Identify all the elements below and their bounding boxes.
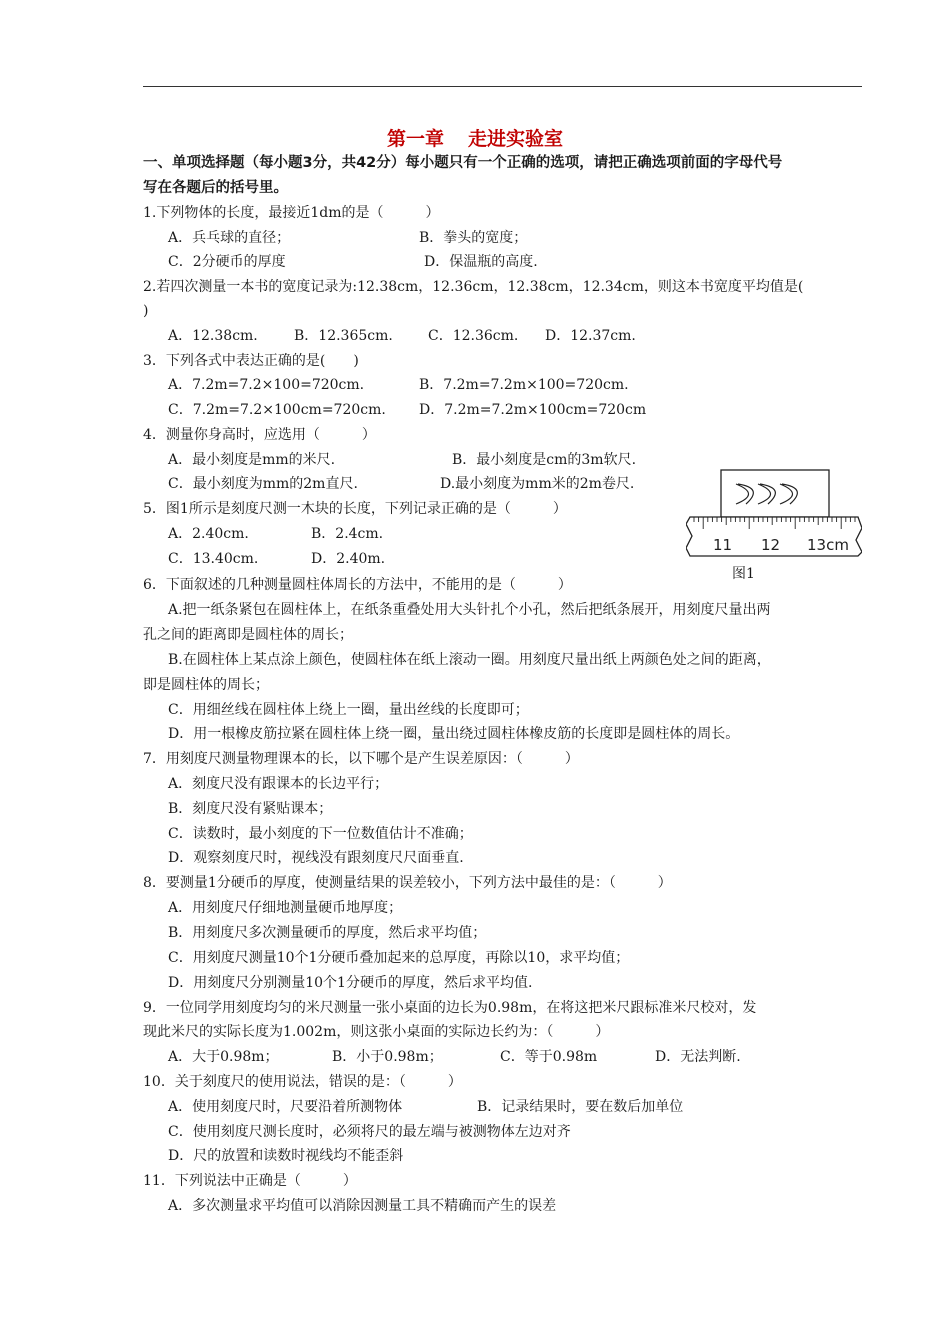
header-rule: [143, 86, 862, 87]
question-5-stem: 5．图1所示是刻度尺测一木块的长度，下列记录正确的是（ ）: [143, 501, 567, 517]
question-2-option-c: C．12.36cm.: [428, 328, 519, 344]
question-3-option-a: A．7.2m=7.2×100=720cm.: [168, 377, 365, 393]
figure-1-caption: 图1: [732, 566, 755, 582]
question-6-stem: 6．下面叙述的几种测量圆柱体周长的方法中，不能用的是（ ）: [143, 577, 572, 593]
question-2-stem: 2.若四次测量一本书的宽度记录为:12.38cm，12.36cm，12.38cm，12.34cm，则这本书宽度平均值是(: [143, 279, 804, 295]
question-9-option-c: C．等于0.98m: [500, 1049, 598, 1065]
question-1-stem: 1.下列物体的长度，最接近1dm的是（ ）: [143, 205, 440, 221]
question-10-stem: 10．关于刻度尺的使用说法，错误的是：（ ）: [143, 1074, 462, 1090]
figure-1-ruler-diagram: [686, 468, 862, 580]
question-5-option-c: C．13.40cm.: [168, 551, 259, 567]
section-instructions: 一、单项选择题（每小题3分，共42分）每小题只有一个正确的选项，请把正确选项前面的字母代号: [143, 155, 783, 171]
question-2-stem-cont: ): [143, 303, 149, 319]
page-title: [0, 124, 950, 151]
question-2-option-a: A．12.38cm.: [168, 328, 258, 344]
question-8-stem: 8．要测量1分硬币的厚度，使测量结果的误差较小，下列方法中最佳的是：（ ）: [143, 875, 672, 891]
question-10-option-b: B．记录结果时，要在数后加单位: [477, 1099, 684, 1115]
question-1-option-a: A．兵乓球的直径；: [168, 230, 291, 246]
question-6-option-b: B.在圆柱体上某点涂上颜色，使圆柱体在纸上滚动一圈。用刻度尺量出纸上两颜色处之间的距离，: [168, 652, 771, 668]
chapter-label: 第一章: [386, 128, 444, 150]
question-5-option-b: B．2.4cm.: [311, 526, 384, 542]
question-6-option-d: D．用一根橡皮筋拉紧在圆柱体上绕一圈，量出绕过圆柱体橡皮筋的长度即是圆柱体的周长。: [168, 726, 740, 742]
tick-label-12: 12: [761, 536, 781, 554]
question-11-option-a: A．多次测量求平均值可以消除因测量工具不精确而产生的误差: [168, 1198, 557, 1214]
tick-label-11: 11: [713, 536, 733, 554]
question-10-option-c: C．使用刻度尺测长度时，必须将尺的最左端与被测物体左边对齐: [168, 1124, 571, 1140]
question-7-option-a: A．刻度尺没有跟课本的长边平行；: [168, 776, 389, 792]
question-6-option-b-cont: 即是圆柱体的周长；: [143, 677, 269, 693]
question-4-option-d: D.最小刻度为mm米的2m卷尺.: [440, 476, 635, 492]
question-3-option-b: B．7.2m=7.2m×100=720cm.: [419, 377, 629, 393]
question-1-option-c: C．2分硬币的厚度: [168, 254, 286, 270]
question-3-option-d: D．7.2m=7.2m×100cm=720cm: [419, 402, 647, 418]
question-8-option-b: B．用刻度尺多次测量硬币的厚度，然后求平均值；: [168, 925, 487, 941]
question-3-stem: 3．下列各式中表达正确的是( ): [143, 353, 359, 369]
question-5-option-a: A．2.40cm.: [168, 526, 249, 542]
question-4-stem: 4．测量你身高时，应选用（ ）: [143, 427, 376, 443]
question-9-stem: 9．一位同学用刻度均匀的米尺测量一张小桌面的边长为0.98m，在将这把米尺跟标准米尺校对，发: [143, 1000, 757, 1016]
question-7-stem: 7．用刻度尺测量物理课本的长，以下哪个是产生误差原因：（ ）: [143, 751, 579, 767]
question-8-option-d: D．用刻度尺分别测量10个1分硬币的厚度，然后求平均值.: [168, 975, 533, 991]
question-8-option-a: A．用刻度尺仔细地测量硬币地厚度；: [168, 900, 403, 916]
question-8-option-c: C．用刻度尺测量10个1分硬币叠加起来的总厚度，再除以10，求平均值；: [168, 950, 630, 966]
question-9-option-b: B．小于0.98m；: [332, 1049, 443, 1065]
question-1-option-d: D．保温瓶的高度.: [424, 254, 538, 270]
question-10-option-a: A．使用刻度尺时，尺要沿着所测物体: [168, 1099, 403, 1115]
question-9-stem-cont: 现此米尺的实际长度为1.002m，则这张小桌面的实际边长约为：（ ）: [143, 1024, 610, 1040]
question-11-stem: 11．下列说法中正确是（ ）: [143, 1173, 357, 1189]
question-4-option-a: A．最小刻度是mm的米尺.: [168, 452, 336, 468]
question-4-option-c: C．最小刻度为mm的2m直尺.: [168, 476, 358, 492]
question-3-option-c: C．7.2m=7.2×100cm=720cm.: [168, 402, 386, 418]
question-9-option-a: A．大于0.98m；: [168, 1049, 279, 1065]
question-6-option-c: C．用细丝线在圆柱体上绕上一圈，量出丝线的长度即可；: [168, 702, 529, 718]
question-2-option-b: B．12.365cm.: [294, 328, 393, 344]
chapter-title: 走进实验室: [468, 128, 564, 150]
question-7-option-d: D．观察刻度尺时，视线没有跟刻度尺尺面垂直.: [168, 850, 464, 866]
question-6-option-a: A.把一纸条紧包在圆柱体上，在纸条重叠处用大头针扎个小孔，然后把纸条展开，用刻度尺量出两: [168, 602, 771, 618]
question-7-option-b: B．刻度尺没有紧贴课本；: [168, 801, 333, 817]
question-4-option-b: B．最小刻度是cm的3m软尺.: [452, 452, 637, 468]
question-5-option-d: D．2.40m.: [311, 551, 386, 567]
question-10-option-d: D．尺的放置和读数时视线均不能歪斜: [168, 1148, 404, 1164]
question-7-option-c: C．读数时，最小刻度的下一位数值估计不准确；: [168, 826, 473, 842]
section-instructions-cont: 写在各题后的括号里。: [143, 180, 288, 196]
question-9-option-d: D．无法判断.: [655, 1049, 741, 1065]
question-6-option-a-cont: 孔之间的距离即是圆柱体的周长；: [143, 627, 353, 643]
tick-label-13cm: 13cm: [807, 536, 849, 554]
question-2-option-d: D．12.37cm.: [545, 328, 636, 344]
question-1-option-b: B．拳头的宽度；: [419, 230, 528, 246]
